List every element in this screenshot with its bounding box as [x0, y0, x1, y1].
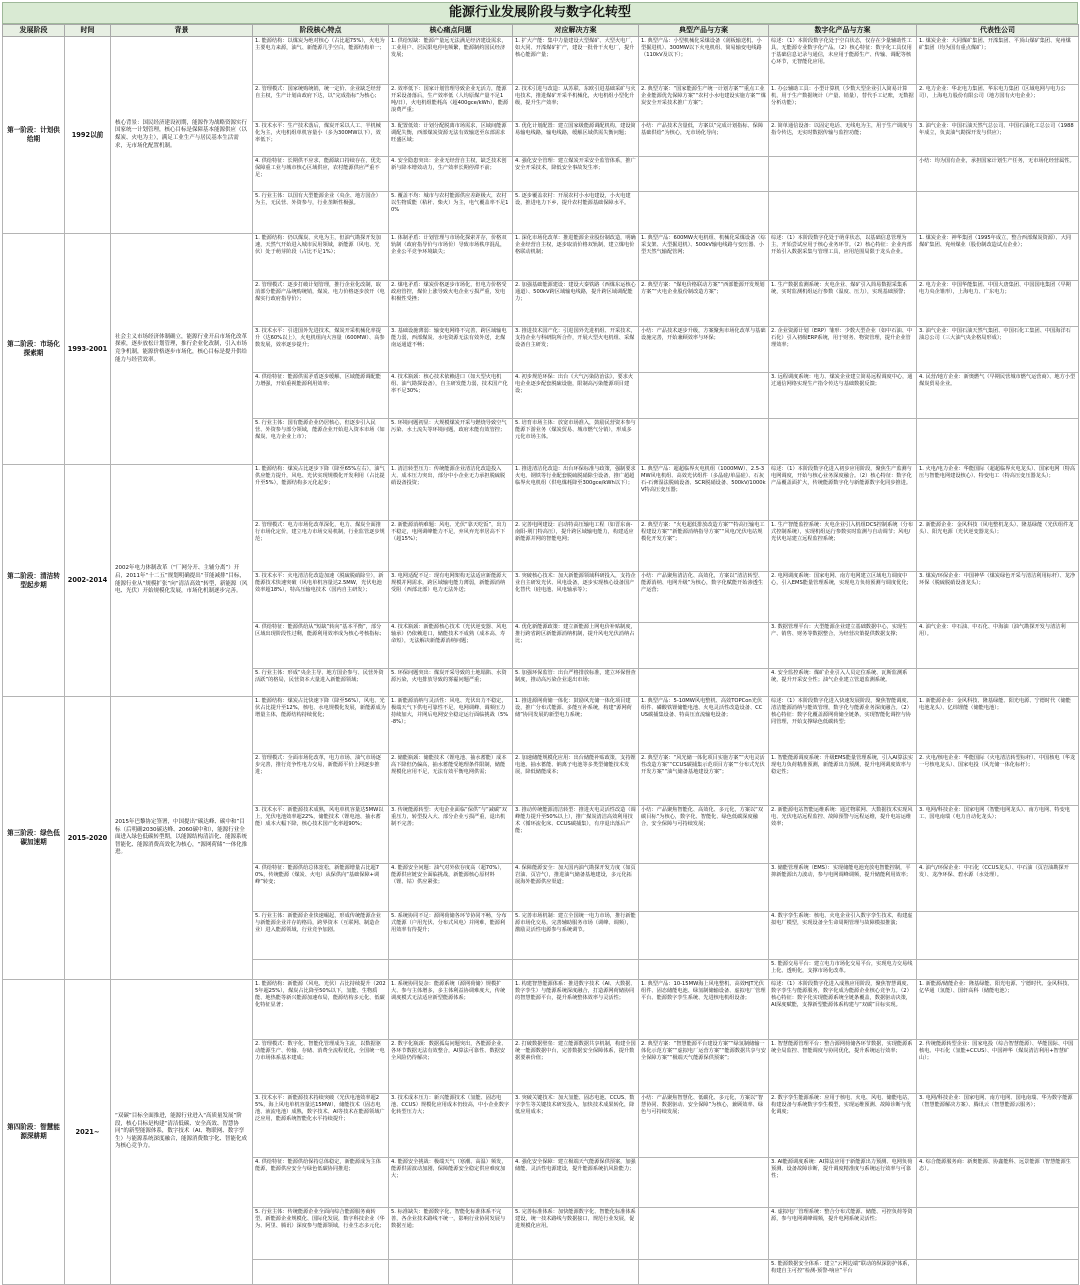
solution-cell: 1. 推进源网荷储一体化：鼓励风光储一体化项目建设，推广分布式能源、多能互补系统，构建“源网荷储”协同发展的新型电力系统； — [513, 697, 639, 754]
solution-cell: 1. 构建智慧能源体系：推进数字技术（AI、大数据、数字孪生）与能源系统深度融合，打造源网荷储协同的智慧能源平台，提升系统整体效率与灵活性； — [513, 980, 639, 1040]
typical-product-cell: 小结：产品聚焦智能化、高效化、多元化，方案以“双碳目标”为核心，数字化、智能化、绿色低碳深度融合，安全保障与可持续发展； — [639, 806, 769, 864]
table-row — [3, 37, 1079, 85]
company-cell — [917, 419, 1079, 465]
solution-cell: 3. 推进技术国产化：引进国外先进机组、开采技术，支持企业与科研院所合作，开展大型火电机组、采煤设备自主研发； — [513, 327, 639, 373]
typical-product-cell — [639, 960, 769, 980]
core-feature-cell: 2. 管理模式：全面市场化改革，电力市场、油气市场逐步完善，推行竞争性电力交易，新能源平价上网逐步推进； — [253, 754, 389, 806]
digital-product-cell: 5. 能源数据安全体系：建立“云网边端”联动的纵深防护体系，构建自主可控“检测-预警-响应”平台 — [769, 1260, 917, 1285]
typical-product-cell — [639, 1208, 769, 1260]
digital-product-cell: 1. 生产数据监测系统：火电企业、煤矿引入简易数据采集系统，实时监测机组运行参数（温度、压力），实现基础预警； — [769, 281, 917, 327]
pain-point-cell — [389, 960, 513, 980]
core-feature-cell: 1. 能源结构：新能源（风电、光伏）占比持续提升（2025年超25%），煤炭占比降至50%以下，氢能、生物质能、地热能等新兴能源加速布局，能源结构多元化、低碳化特征显著； — [253, 980, 389, 1040]
solution-cell — [513, 960, 639, 980]
stage-table — [2, 24, 1079, 1285]
company-cell — [917, 912, 1079, 960]
company-cell: 2. 新能源企业：金风科技（风电整机龙头）、隆基绿能（光伏组件龙头）、阳光电源（光伏逆变器龙头）； — [917, 521, 1079, 572]
digital-product-cell: 综述：（1）本阶段数字化进入成熟应用阶段，聚焦智慧调度、数字孪生与能源服务，数字化成为能源企业核心竞争力。（2）核心特征：数字化实现能源系统全链条覆盖，数据驱动决策，AI深度赋能，支撑新型能源体系构建与“双碳”目标实现。 — [769, 980, 917, 1040]
typical-product-cell: 2. 典型方案：“火电超低排放改造方案”“特高压输电工程建设方案”“新能源消纳指导方案”“风电/光伏电站规模化开发方案”； — [639, 521, 769, 572]
typical-product-cell — [639, 864, 769, 912]
table-row — [3, 980, 1079, 1040]
pain-point-cell: 1. 供给短缺：能源产量远无法满足经济建设需求，工业用户、居民限电停电频繁，能源制约国民经济发展； — [389, 37, 513, 85]
digital-product-cell: 1. 办公辅助工具：小型计算机（少数大型企业引入简易计算机，用于生产数据统计（产量、销量），替代手工记账，无数据分析功能）； — [769, 85, 917, 122]
digital-product-cell: 3. 储能管理系统（EMS）：实现储能电池充放电智能控制，平抑新能源出力波动，参与电网调峰调频，提升储能利用效率； — [769, 864, 917, 912]
column-header: 时间 — [65, 25, 111, 37]
company-cell: 3. 油气企业：中国石油天然气集团、中国石化工集团、中国海洋石油总公司（三大油气央企格局形成）； — [917, 327, 1079, 373]
solution-cell: 1. 推进清洁化改造：出台环保标准与政策，强制要求火电、钢铁等行业配套脱硫脱硝除尘设备，推广超超临界火电机组（供电煤耗降至300gce/kWh以下）； — [513, 465, 639, 521]
column-header: 代表性公司 — [917, 25, 1079, 37]
typical-product-cell — [639, 373, 769, 419]
typical-product-cell: 小结：产品技术逐步升级，方案聚焦市场化改革与基础设施完善，开始兼顾效率与环保； — [639, 327, 769, 373]
digital-product-cell: 3. 远程调度系统：电力、煤炭企业建立简易远程调度中心，通过通信网络实现生产指令传达与基础数据反馈； — [769, 373, 917, 419]
digital-product-cell: 综述：（1）本阶段数字化进入快速发展阶段，聚焦智能调度、清洁能源消纳与能效管理，数字化与能源业务深度融合。（2）核心特征：数字化覆盖源网荷储全链条，实现智能化调控与协同管理，开始支撑绿色低碳转型； — [769, 697, 917, 754]
pain-point-cell: 4. 能源安全问题：油气对外依存度高（超70%），能源供应链安全面临挑战，新能源核心原材料（锂、钴）供应紧张； — [389, 864, 513, 912]
core-feature-cell — [253, 960, 389, 980]
company-cell: 2. 电力企业：中国华能集团、中国大唐集团、中国国电集团（早期电力央企雏形），上海电力、广东电力； — [917, 281, 1079, 327]
core-feature-cell: 2. 管理模式：国家统购统销，统一定价、企业缺乏经营自主权，生产计划由政府下达，以“完成指标”为核心； — [253, 85, 389, 122]
company-cell: 4. 油气/环保企业：中石化（CCUS龙头）、中石油（页岩油勘探开发）、龙净环保、碧水源（水处理）。 — [917, 864, 1079, 912]
company-cell: 4. 综合能源服务商：新奥能源、协鑫能科、远景能源（智慧能源生态）。 — [917, 1158, 1079, 1208]
pain-point-cell: 5. 环保问题突出：煤炭开采导致的土地塌陷、水资源污染，火电排放导致的雾霾问题严重； — [389, 669, 513, 697]
pain-point-cell: 3. 基础设施薄弱：输变电网络不完善，跨区域输电能力弱，西部煤炭、水电资源无法有效外送，北煤南运通道不畅； — [389, 327, 513, 373]
stage-name: 第二阶段：市场化探索期 — [3, 234, 65, 465]
stage-background: 核心背景：国民经济建设初期，能源作为战略资源实行国家统一计划管理，核心目标是保障基本能源供应（以煤炭、火电为主），满足工业生产与居民基本生活需求，无市场化配置机制。 — [111, 37, 253, 234]
solution-cell: 5. 逐步覆盖农村：开展农村小水电建设，小火电建设，推进电力下乡，提升农村能源基础保障水平。 — [513, 192, 639, 234]
typical-product-cell — [639, 157, 769, 192]
company-cell: 1. 火电/电力企业：华能国际（超超临界火电龙头）、国家电网（特高压与智能电网建设核心）、特变电工（特高压变压器龙头）； — [917, 465, 1079, 521]
typical-product-cell — [639, 669, 769, 697]
typical-product-cell — [639, 419, 769, 465]
stage-time: 2015-2020 — [65, 697, 111, 980]
stage-background: “双碳”目标全面推进，能源行业进入“高质量发展”阶段，核心目标是构建“清洁低碳、安全高效、智慧协同”的新型能源体系，数字技术（AI、物联网、数字孪生）与能源系统深度融合，能源消费数字化、智能化成为核心竞争力。 — [111, 980, 253, 1285]
column-header: 数字化产品与方案 — [769, 25, 917, 37]
company-cell: 3. 煤炭/环保企业：中国神华（煤炭绿色开采与清洁利用标杆）、龙净环保（脱硫脱硝设备龙头）； — [917, 572, 1079, 623]
pain-point-cell: 3. 配置低效：计划分配脱离市场需求，区域间能源调配失衡，西部煤炭资源无法有效输送至东部需求旺盛区域； — [389, 122, 513, 157]
solution-cell: 3. 推动传统能源清洁转型：推进火电灵活性改造（调峰能力提升至50%以上），推广煤炭清洁高效利用技术（循环流化床、CCUS碳捕集），有序退出落后产能； — [513, 806, 639, 864]
company-cell: 1. 新能源企业：金风科技、隆基绿能、阳光电源、宁德时代（储能电池龙头）、亿纬锂能（储能电池）； — [917, 697, 1079, 754]
typical-product-cell: 2. 典型方案：“国家能源生产统一计划方案”“重点工业企业能源优先保障方案”“农村小水电建设实施方案”“煤炭安全开采技术推广方案”； — [639, 85, 769, 122]
column-header: 对应解决方案 — [513, 25, 639, 37]
pain-point-cell — [389, 1260, 513, 1285]
solution-cell: 2. 完善电网建设：启动特高压输电工程（如晋东南-南阳-荆门特高压），提升跨区域输电能力，构建适应新能源并网的智能电网； — [513, 521, 639, 572]
page-title: 能源行业发展阶段与数字化转型 — [2, 2, 1078, 24]
solution-cell: 5. 培育市场主体：放宽市场准入，鼓励民营资本参与能源下游业务（煤炭贸易、城市燃气分销），形成多元化市场主体。 — [513, 419, 639, 465]
typical-product-cell: 2. 典型方案：“智慧能源平台建设方案”“绿氢制储输一体化示范方案”“虚拟电厂运营方案”“能源数据共享与安全保障方案”“极端天气能源保供预案”； — [639, 1040, 769, 1094]
pain-point-cell: 5. 环境问题初显：大规模煤炭开采与燃烧导致空气污染、水土流失等环境问题，政府未能有效管控； — [389, 419, 513, 465]
solution-cell: 4. 初步规范环保：出台《大气污染防治法》，要求火电企业逐步配套脱硫设施，限制高污染能源项目建设； — [513, 373, 639, 419]
column-header: 典型产品与方案 — [639, 25, 769, 37]
solution-cell: 5. 加强环保监管：出台严格排放标准，建立环保督查制度，推动高污染企业退出市场； — [513, 669, 639, 697]
core-feature-cell: 3. 技术水平：引进国外先进技术，煤炭开采机械化率提升（达60%以上），火电机组向大容量（600MW）、高参数发展，效率逐步提升； — [253, 327, 389, 373]
company-cell: 4. 油气企业：中石油、中石化、中海油（油气勘探开发与清洁利用）。 — [917, 623, 1079, 669]
column-header: 核心痛点问题 — [389, 25, 513, 37]
digital-product-cell: 2. 简单通信设备：以固定电话、无线电为主，用于生产调度与指令传达，无实时数据传输与监控功能； — [769, 122, 917, 157]
core-feature-cell: 1. 能源结构：仍以煤炭、火电为主，但油气勘探开发加速，天然气开始进入城市民用领域，新能源（风电、光伏）处于萌芽阶段（占比不足1%）； — [253, 234, 389, 281]
pain-point-cell: 2. 新能源消纳难题：风电、光伏“靠天吃饭”，出力不稳定，电网调峰能力不足，弃风弃光率居高不下（超15%）； — [389, 521, 513, 572]
solution-cell: 5. 完善标准体系：加快能源数字化、智能化标准体系建设，统一技术路线与数据接口，规范行业发展，促进规模化应用。 — [513, 1208, 639, 1260]
core-feature-cell: 4. 供给特征：能源供给保持总体稳定，新能源成为主体能源，能源供应安全与绿色低碳协同推进； — [253, 1158, 389, 1208]
core-feature-cell: 1. 能源结构：煤炭占比逐步下降（降至65%左右），油气供应能力提升，风电、光伏实现规模化开发利用（占比提升至5%），能源结构多元化起步； — [253, 465, 389, 521]
pain-point-cell: 2. 煤电矛盾：煤炭价格逐步市场化，但电力价格受政府管控，煤价上涨导致火电企业亏损严重，发电积极性受挫； — [389, 281, 513, 327]
stage-name: 第一阶段：计划供给期 — [3, 37, 65, 234]
stage-background: 2002年电力体制改革（“厂网分开、主辅分离”）开启，2011年“十二五”规划明确提出“节能减排”目标，能源行业从“规模扩张”向“清洁高效”转型，新能源（风电、光伏）开始规模化发展，市场化机制逐步完善。 — [111, 465, 253, 697]
core-feature-cell: 1. 能源结构：煤炭占比快速下降（降至56%），风电、光伏占比提升至12%，核电、水电规模化发展，新能源成为增量主体，能源结构持续优化； — [253, 697, 389, 754]
company-cell: 1. 煤炭企业：神华集团（1995年成立，整合西部煤炭资源）、大同煤矿集团、兖州煤业（股份制改造试点企业）； — [917, 234, 1079, 281]
typical-product-cell: 小结：产品聚焦清洁化、高效化，方案以“清洁转型、能源消纳、电网升级”为核心，数字化赋能开始渗透生产运营； — [639, 572, 769, 623]
company-cell: 3. 油气企业：中国石油天然气总公司、中国石油化工总公司（1988年成立，负责油气勘探开发与供应）； — [917, 122, 1079, 157]
core-feature-cell: 5. 行业主体：形成“央企主导、地方国企参与、民营外资活跃”的格局，民营资本大量进入新能源领域； — [253, 669, 389, 697]
solution-cell: 3. 突破关键技术：加大氢能、固态电池、CCUS、数字孪生等关键技术研发投入，加快技术成果转化，降低应用成本； — [513, 1094, 639, 1158]
stage-time: 2002-2014 — [65, 465, 111, 697]
core-feature-cell: 4. 供给特征：长期供不应求，能源缺口持续存在，优先保障重工业与城市核心区域供应，农村能源供应严重不足； — [253, 157, 389, 192]
digital-product-cell: 3. 数据管理平台：大型能源企业建立基础数据中心，实现生产、销售、财务等数据整合，为经营决策提供数据支撑； — [769, 623, 917, 669]
pain-point-cell: 1. 新能源消纳与灵活性：风电、光伏出力不稳定，极端天气下供电可靠性不足，电网调峰、调频压力持续加大，并网后电网安全稳定运行面临挑战（5%-8%）； — [389, 697, 513, 754]
table-row — [3, 234, 1079, 281]
typical-product-cell — [639, 192, 769, 234]
solution-cell: 2. 加强基础能源建设：建设大秦铁路（西煤东运核心通道）、500kV跨区域输电线路，提升跨区域调配能力； — [513, 281, 639, 327]
digital-product-cell: 4. 安全监控系统：煤矿企业引入人员定位系统、瓦斯监测系统，提升开采安全性；油气企业建立管道监测系统。 — [769, 669, 917, 697]
core-feature-cell: 5. 行业主体：国有能源企业仍居核心，但逐步引入民营、外资参与部分领域，能源企业开始进入资本市场（如煤炭、电力企业上市）； — [253, 419, 389, 465]
pain-point-cell: 3. 电网适配不足：现有电网架构无法适应新能源大规模并网需求，跨区域输电能力薄弱，新能源消纳受阻（西部北部）电力无法外送； — [389, 572, 513, 623]
pain-point-cell: 2. 数字化瓶颈：数据孤岛问题突出，各能源企业、各环节数据无法有效整合，AI算法可靠性、数据安全风险仍待解决； — [389, 1040, 513, 1094]
stage-name: 第二阶段：清洁转型起步期 — [3, 465, 65, 697]
column-header: 发展阶段 — [3, 25, 65, 37]
solution-cell: 1. 扩大产能：集中力量建设大型煤矿、大型火电厂，如大同、开滦煤矿扩产，建设一批骨干火电厂，提升核心能源产量； — [513, 37, 639, 85]
core-feature-cell: 4. 供给特征：能源供需矛盾逐步缓解，区域能源调配能力增强，开始重视能源利用效率； — [253, 373, 389, 419]
company-cell — [917, 192, 1079, 234]
core-feature-cell: 4. 供给特征：能源供给从“短缺”转向“基本平衡”，部分区域出现阶段性过剩，能源利用效率成为核心考核指标； — [253, 623, 389, 669]
company-cell: 2. 火电/核电企业：华能国际（火电清洁转型标杆）、中国核电（华龙一号核电龙头）、国家电投（风光储一体化标杆）； — [917, 754, 1079, 806]
stage-time: 2021~ — [65, 980, 111, 1285]
digital-product-cell: 2. 企业资源计划（ERP）雏形：少数大型企业（如中石油、中石化）引入初级ERP系统，用于财务、物资管理，提升企业管理效率； — [769, 327, 917, 373]
pain-point-cell: 1. 系统协同复杂：能源系统（源网荷储）规模扩大、参与主体增多，多主体利益协调难度大，传统调度模式无法适应新型能源体系； — [389, 980, 513, 1040]
pain-point-cell: 5. 覆盖不均：城市与农村能源供应差距极大，农村以生物质能（秸秆、柴火）为主，电气覆盖率不足10% — [389, 192, 513, 234]
table-header — [3, 25, 1079, 37]
pain-point-cell: 4. 技术瓶颈：核心技术依赖进口（如大型火电机组、油气勘探设备），自主研发能力弱，技术国产化率不足30%； — [389, 373, 513, 419]
digital-product-cell: 1. 智能能源调度系统：升级EMS能量管理系统，引入AI算法实现电力负荷精准预测，新能源出力预测，提升电网调度效率与稳定性； — [769, 754, 917, 806]
core-feature-cell: 2. 管理模式：电力市场化改革深化，电力、煤炭全面推行市场化定价，建立电力市场交易机制，行业监管逐步规范； — [253, 521, 389, 572]
stage-background: 2015年巴黎协定签署，中国提出“碳达峰、碳中和”目标（后明确2030碳达峰、2060碳中和），能源行业全面进入绿色低碳转型期，以能源结构清洁化、能源系统智能化、能源消费高效化为核心，“源网荷储”一体化推进。 — [111, 697, 253, 980]
table-row — [3, 697, 1079, 754]
solution-cell: 2. 技术引进与改造：从苏联、东欧引进基础采矿与火电技术，推进煤矿开采半机械化，火电机组小型化升级，提升生产效率； — [513, 85, 639, 122]
digital-product-cell — [769, 192, 917, 234]
company-cell: 小结：均为国有企业，承担国家计划生产任务，无市场化经营属性。 — [917, 157, 1079, 192]
pain-point-cell: 4. 能源安全挑战：极端天气（寒潮、高温）频发，能源供需波动加剧，保障能源安全稳定供应难度加大； — [389, 1158, 513, 1208]
core-feature-cell: 3. 技术水平：生产技术落后，煤炭开采以人工、半机械化为主，火电机组单机容量小（多为300MW以下），效率低下； — [253, 122, 389, 157]
digital-product-cell: 3. AI能源调度系统：AI算法应用于新能源出力预测、电网负荷预测、设备故障诊断，提升调度精准度与系统运行效率与可靠性； — [769, 1158, 917, 1208]
pain-point-cell: 2. 储能瓶颈：储能技术（锂电池、抽水蓄能）成本高下降但仍偏高，抽水蓄能受地理条件限制，储能规模化应用不足，无法有效平衡电网供需； — [389, 754, 513, 806]
core-feature-cell: 2. 管理模式：数字化、智能化管理成为主流，以数据驱动能源生产、传输、存储、消费全流程优化，全国统一电力市场体系基本建成； — [253, 1040, 389, 1094]
digital-product-cell: 1. 生产智能监控系统：火电企业引入机组DCS控制系统（分布式控制系统），实现机组运行参数实时监测与自动调节；风电/光伏电站建立远程监控系统； — [769, 521, 917, 572]
typical-product-cell — [639, 912, 769, 960]
typical-product-cell: 1. 典型产品：超超临界火电机组（1000MW）、2.5-3MW风电机组、高效光伏组件（多晶硅/单晶硅）、石灰石-石膏湿法脱硫设备、SCR脱硝设备、500kV/1000kV特高压变压器； — [639, 465, 769, 521]
solution-cell: 1. 深化市场化改革：推进能源企业股份制改造，明确企业经营自主权，逐步取消价格双轨制，建立煤电价格联动机制； — [513, 234, 639, 281]
pain-point-cell: 2. 效率低下：国家计划管理导致企业无活力，能源开采设备落后，生产效率低（人均原煤产量不足1吨/日），火电机组能耗高（超400gce/kWh），能源浪费严重； — [389, 85, 513, 122]
digital-product-cell: 4. 数字孪生系统：核电、火电企业引入数字孪生技术，构建虚拟电厂模型，实现设备全生命周期管理与故障模拟推演； — [769, 912, 917, 960]
company-cell — [917, 960, 1079, 980]
pain-point-cell: 5. 系统协同不足：源网荷储各环节协同不畅，分布式能源（户用光伏、分布式风电）并网难，能源利用效率有待提升； — [389, 912, 513, 960]
company-cell: 2. 电力企业：华北电力集团、华东电力集团（区域电网与电力公司），上海电力股份有限公司（地方国有火电企业）； — [917, 85, 1079, 122]
company-cell: 1. 煤炭企业：大同煤矿集团、开滦集团、平顶山煤矿集团、兖州煤矿集团（均为国有重点煤矿）； — [917, 37, 1079, 85]
core-feature-cell: 4. 供给特征：能源供给总体宽松，新能源增量占比超70%，传统能源（煤炭、火电）从保供向“基础保障+调峰”转变； — [253, 864, 389, 912]
solution-cell: 4. 保障能源安全：加大国内油气勘探开发力度（如页岩油、页岩气），推进油气储备基地建设，多元化拓展海外能源供应渠道； — [513, 864, 639, 912]
company-cell: 3. 电网/科技企业：国家电网（智能电网龙头）、南方电网、特变电工、国电南瑞（电力自动化龙头）； — [917, 806, 1079, 864]
typical-product-cell: 1. 典型产品：小型机械化采煤设备（刮板输送机、小型掘进机）、300MW以下火电机组、简易输变电线路（110kV及以下）； — [639, 37, 769, 85]
table-row — [3, 465, 1079, 521]
typical-product-cell: 1. 典型产品：10-15MW海上风电整机、高效HJT光伏组件、固态储能电池、绿氢制储输设备、虚拟电厂管理平台、能源数字孪生系统、先进核电机组设备； — [639, 980, 769, 1040]
typical-product-cell: 小结：产品技术含量低，方案以“完成计划指标、保障基础供给”为核心，无市场化导向； — [639, 122, 769, 157]
typical-product-cell: 小结：产品聚焦智慧化、低碳化、多元化，方案以“智慧协同、数据驱动、安全保障”为核心，兼顾效率、绿色与可持续发展； — [639, 1094, 769, 1158]
pain-point-cell: 5. 标准缺失：能源数字化、智能化标准体系不完善，各企业技术路线不统一，影响行业协同发展与数据互通； — [389, 1208, 513, 1260]
core-feature-cell: 1. 能源结构：以煤炭为绝对核心（占比超75%），火电为主要电力来源，油气、新能源几乎空白，能源结构单一； — [253, 37, 389, 85]
core-feature-cell: 5. 行业主体：以国有大型能源企业（央企、地方国企）为主，无民营、外资参与，行业垄断性极强。 — [253, 192, 389, 234]
column-header: 阶段核心特点 — [253, 25, 389, 37]
digital-product-cell — [769, 419, 917, 465]
solution-cell: 2. 加速储能规模化应用：出台储能补贴政策，支持锂电池、抽水蓄能、钠离子电池等多类型储能技术发展，降低储能成本； — [513, 754, 639, 806]
stage-time: 1993-2001 — [65, 234, 111, 465]
company-cell: 4. 民营/地方企业：新奥燃气（早期民营城市燃气运营商）、地方小型煤炭贸易企业。 — [917, 373, 1079, 419]
stage-name: 第三阶段：绿色低碳加速期 — [3, 697, 65, 980]
pain-point-cell: 4. 安全隐患突出：企业无经营自主权，缺乏技术创新与降本增效动力，生产效率长期停滞不前； — [389, 157, 513, 192]
solution-cell: 4. 强化安全管理：建立煤炭开采安全监管体系，推广安全开采技术，降低安全事故发生率； — [513, 157, 639, 192]
solution-cell: 3. 优化计划配置：建立国家级能源调配机构，建设简易输电线路，输电线路，缓解区域供需失衡问题； — [513, 122, 639, 157]
digital-product-cell: 5. 能源交易平台：建立电力市场化交易平台，实现电力交易线上化、透明化，支撑市场化改革。 — [769, 960, 917, 980]
pain-point-cell: 1. 体制矛盾：计划管理与市场化探索并存，价格双轨制（政府指导价与市场价）导致市场秩序混乱，企业公平竞争环境缺失； — [389, 234, 513, 281]
core-feature-cell: 5. 行业主体：新能源企业快速崛起，形成传统能源企业与新能源企业并存的格局，跨界资本（互联网、制造企业）进入能源领域，行业竞争加剧。 — [253, 912, 389, 960]
core-feature-cell: 5. 行业主体：传统能源企业全面向综合能源服务商转型，新能源企业规模化、国际化发展，数字科技企业（华为、阿里、腾讯）深度参与能源领域，行业生态多元化； — [253, 1208, 389, 1260]
pain-point-cell: 3. 传统能源转型：火电企业面临“保供”与“减碳”双重压力，转型投入大、部分企业亏损严重，退出机制不完善； — [389, 806, 513, 864]
digital-product-cell: 综述：（1）本阶段数字化处于空白状态，仅存在少量辅助性工具，无能源专业数字化产品。（2）核心特征：数字化工具仅用于基础信息记录与通信，未应用于能源生产、传输、调配等核心环节，无智能化应用。 — [769, 37, 917, 85]
stage-time: 1992以前 — [65, 37, 111, 234]
typical-product-cell: 2. 典型方案：“煤电价格联动方案”“西部能源开发规划方案”“火电企业股份制改造方案”； — [639, 281, 769, 327]
table-body — [3, 37, 1079, 1285]
stage-background: 社会主义市场经济体制确立，能源行业开启市场化改革探索，逐步放松计划管理，推行企业化改制，引入市场竞争机制，能源价格逐步市场化，核心目标是提升供给能力与经营效率。 — [111, 234, 253, 465]
core-feature-cell — [253, 1260, 389, 1285]
typical-product-cell — [639, 1260, 769, 1285]
solution-cell: 3. 突破核心技术：加大新能源领域科研投入，支持企业自主研发光伏、风电设备，逐步实现核心设备国产化替代（硅电池、风电轴承等）； — [513, 572, 639, 623]
solution-cell: 4. 强化安全保障：建立极端天气能源保供预案，加强储能、灵活性电源建设，提升能源系统抗风险能力； — [513, 1158, 639, 1208]
pain-point-cell: 1. 清洁转型压力：传统能源企业清洁化改造投入大、成本压力突出，部分中小企业无力承担脱硫脱硝设备投资； — [389, 465, 513, 521]
pain-point-cell: 3. 技术成本压力：新兴能源技术（氢能、固态电池、CCUS）规模化应用成本仍较高，中小企业数字化转型压力大； — [389, 1094, 513, 1158]
typical-product-cell — [639, 1158, 769, 1208]
solution-cell: 5. 完善市场机制：建立全国统一电力市场，推行新能源市场化交易，完善辅助服务市场（调峰、调频），激励灵活性电源参与系统调节。 — [513, 912, 639, 960]
core-feature-cell: 3. 技术水平：火电清洁化改造加速（脱硫脱硝除尘），新能源技术快速突破（风电单机容量达2.5MW，光伏电池效率超18%），特高压输电技术（国内自主研发）； — [253, 572, 389, 623]
solution-cell: 4. 优化新能源政策：建立新能源上网电价补贴制度，推行跨省跨区新能源消纳机制，提升风电光伏消纳占比； — [513, 623, 639, 669]
stage-name: 第四阶段：智慧能源深耕期 — [3, 980, 65, 1285]
typical-product-cell: 2. 典型方案：“风光储一体化项目实施方案”“火电灵活性改造方案”“CCUS碳捕集示范项目方案”“分布式光伏开发方案”“油气储备基地建设方案”； — [639, 754, 769, 806]
company-cell — [917, 1208, 1079, 1260]
column-header: 背景 — [111, 25, 253, 37]
core-feature-cell: 3. 技术水平：新能源技术成熟，风电单机容量达5MW以上，光伏电池效率超22%，储能技术（锂电池、抽水蓄能）成本大幅下降，核心技术国产化率超90%； — [253, 806, 389, 864]
digital-product-cell: 2. 新能源电站智能运维系统：通过物联网、大数据技术实现风电、光伏电站远程监控、故障预警与远程运维，提升电站运维效率； — [769, 806, 917, 864]
solution-cell — [513, 1260, 639, 1285]
company-cell: 3. 电网/科技企业：国家电网、南方电网、国电南瑞、华为数字能源（智慧能源解决方案）、腾讯云（智慧能源云服务）； — [917, 1094, 1079, 1158]
pain-point-cell: 4. 技术瓶颈：新能源核心技术（光伏逆变器、风电轴承）仍依赖进口，储能技术不成熟（成本高、寿命短），无法解决新能源消纳问题； — [389, 623, 513, 669]
digital-product-cell: 综述：（1）本阶段数字化处于萌芽状态，以基础信息管理为主，开始尝试应用于核心业务环节。（2）核心特征：企业内部开始引入数据采集与管理工具，应用范围局限于龙头企业。 — [769, 234, 917, 281]
digital-product-cell: 1. 智慧能源管理平台：整合源网荷储各环节数据，实现能源系统全局监控、智能调度与协同优化，提升系统运行效率； — [769, 1040, 917, 1094]
solution-cell: 2. 打破数据壁垒：建立能源数据共享机制，构建全国统一能源数据中台，完善数据安全保障体系，提升数据要素价值； — [513, 1040, 639, 1094]
company-cell: 1. 新能源/储能企业：隆基绿能、阳光电源、宁德时代、金风科技、亿华通（氢能）、国轩高科（储能电池）； — [917, 980, 1079, 1040]
company-cell: 2. 传统能源转型企业：国家电投（综合智慧能源）、华能国际、中国核电、中石化（氢能+CCUS）、中国神华（煤炭清洁利用+智慧矿山）； — [917, 1040, 1079, 1094]
digital-product-cell — [769, 157, 917, 192]
digital-product-cell: 2. 数字孪生能源系统：应用于核电、火电、风电、储能电站，构建设备与系统数字孪生模型，实现运维预测、故障诊断与优化调度； — [769, 1094, 917, 1158]
company-cell — [917, 669, 1079, 697]
digital-product-cell: 4. 虚拟电厂管理系统：整合分布式能源、储能、可控负荷等资源，参与电网调峰调频，提升电网系统灵活性； — [769, 1208, 917, 1260]
digital-product-cell: 2. 电网调度系统：国家电网、南方电网建立区域电力调度中心，引入EMS能量管理系统，实现电力负荷预测与调度优化； — [769, 572, 917, 623]
typical-product-cell — [639, 623, 769, 669]
digital-product-cell: 综述：（1）本阶段数字化进入初步应用阶段，聚焦生产监测与电网调度，开始与核心业务深度融合。（2）核心特征：数字化产品覆盖面扩大，传统能源数字化与新能源数字化同步推进。 — [769, 465, 917, 521]
core-feature-cell: 3. 技术水平：新能源技术持续突破（光伏电池效率超25%，海上风电单机容量达15MW），储能技术（固态电池、液流电池）成熟，数字技术、AI等技术在能源领域广泛应用，能源系统智能化水平持续提升； — [253, 1094, 389, 1158]
typical-product-cell: 1. 典型产品：5-10MW风电整机、高效TOPCon光伏组件、磷酸铁锂储能电池、火电灵活性改造设备、CCUS碳捕集设备、特高压直流输电设备； — [639, 697, 769, 754]
typical-product-cell: 1. 典型产品：600MW火电机组、机械化采煤设备（综采支架、大型掘进机）、500kV输电线路与变压器、小型天然气输配管网； — [639, 234, 769, 281]
core-feature-cell: 2. 管理模式：逐步打破计划管理，推行企业化改制，取消部分能源产品统购统销，煤炭、电力价格逐步放开（电煤实行政府指导价）； — [253, 281, 389, 327]
company-cell — [917, 1260, 1079, 1285]
